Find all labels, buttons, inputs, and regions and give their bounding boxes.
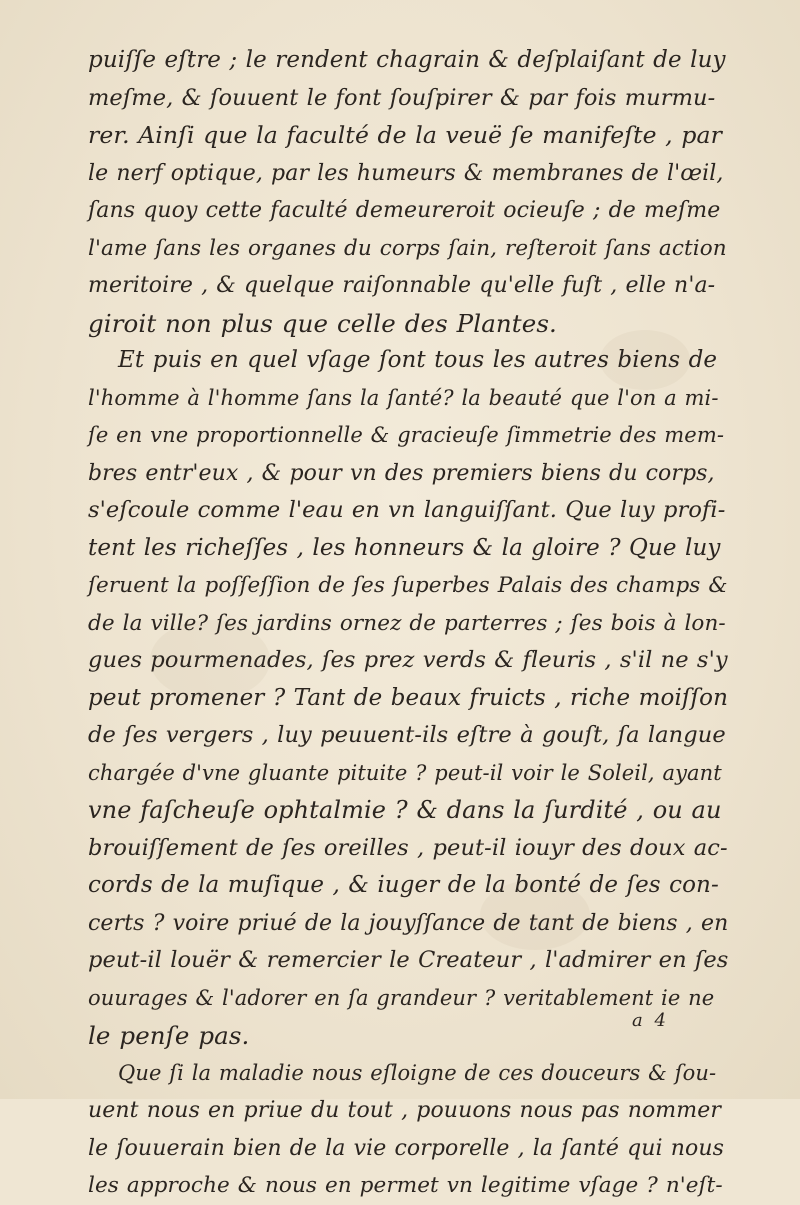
text-line: le penſe pas. xyxy=(88,1021,250,1050)
text-line: cords de la muſique , & iuger de la bonté de ſes con- xyxy=(88,872,719,898)
text-line: ſans quoy cette faculté demeureroit ocieuſe ; de meſme xyxy=(88,198,721,223)
text-line: ſeruent la poſſeſſion de ſes ſuperbes Palais des champs & xyxy=(88,573,728,598)
text-line: chargée d'vne gluante pituite ? peut-il voir le Soleil, ayant xyxy=(88,760,722,785)
text-line: meſme, & ſouuent le font ſouſpirer & par fois murmu- xyxy=(88,84,716,111)
text-line: vne faſcheuſe ophtalmie ? & dans la ſurdité , ou au xyxy=(88,796,722,824)
text-line: uent nous en priue du tout , pouuons nous pas nommer xyxy=(88,1098,721,1123)
text-line: l'ame ſans les organes du corps ſain, reſteroit ſans action xyxy=(88,235,727,261)
text-line: giroit non plus que celle des Plantes. xyxy=(88,308,557,338)
text-line: de la ville? ſes jardins ornez de parterres ; ſes bois à lon- xyxy=(88,610,726,636)
text-line: l'homme à l'homme ſans la ſanté? la beauté que l'on a mi- xyxy=(88,385,719,410)
text-line: ouurages & l'adorer en ſa grandeur ? veritablement ie ne xyxy=(88,985,715,1010)
text-line: le ſouuerain bien de la vie corporelle , la ſanté qui nous xyxy=(88,1135,725,1161)
text-line: de ſes vergers , luy peuuent-ils eſtre à gouſt, ſa langue xyxy=(88,722,726,748)
text-line: rer. Ainſi que la faculté de la veuë ſe manifeſte , par xyxy=(88,121,722,149)
text-line: certs ? voire priué de la jouyſſance de tant de biens , en xyxy=(88,910,729,936)
text-line: ſe en vne proportionnelle & gracieuſe ſimmetrie des mem- xyxy=(88,423,725,447)
text-line: s'eſcoule comme l'eau en vn languiſſant. Que luy profi- xyxy=(88,497,726,523)
text-line: bres entr'eux , & pour vn des premiers biens du corps, xyxy=(88,460,715,486)
text-line: puiſſe eſtre ; le rendent chagrain & deſplaiſant de luy xyxy=(88,47,726,73)
signature-mark: a 4 xyxy=(632,1010,669,1031)
text-line: le nerf optique, par les humeurs & membranes de l'œil, xyxy=(88,160,724,186)
paragraph-start-line: Et puis en quel vſage ſont tous les autres biens de xyxy=(118,347,718,373)
text-line: gues pourmenades, ſes prez verds & fleuris , s'il ne s'y xyxy=(88,647,728,673)
text-line: tent les richeſſes , les honneurs & la gloire ? Que luy xyxy=(88,534,721,561)
paragraph-start-line: Que ſi la maladie nous eſloigne de ces douceurs & ſou- xyxy=(118,1060,717,1085)
text-line: meritoire , & quelque raiſonnable qu'elle fuſt , elle n'a- xyxy=(88,273,716,298)
text-line: brouiſſement de ſes oreilles , peut-il iouyr des doux ac- xyxy=(88,834,728,861)
text-line: les approche & nous en permet vn legitime vſage ? n'eſt- xyxy=(88,1173,723,1198)
text-line: peut-il louër & remercier le Createur , l'admirer en ſes xyxy=(88,947,729,973)
text-line: peut promener ? Tant de beaux fruicts , riche moiſſon xyxy=(88,684,728,711)
